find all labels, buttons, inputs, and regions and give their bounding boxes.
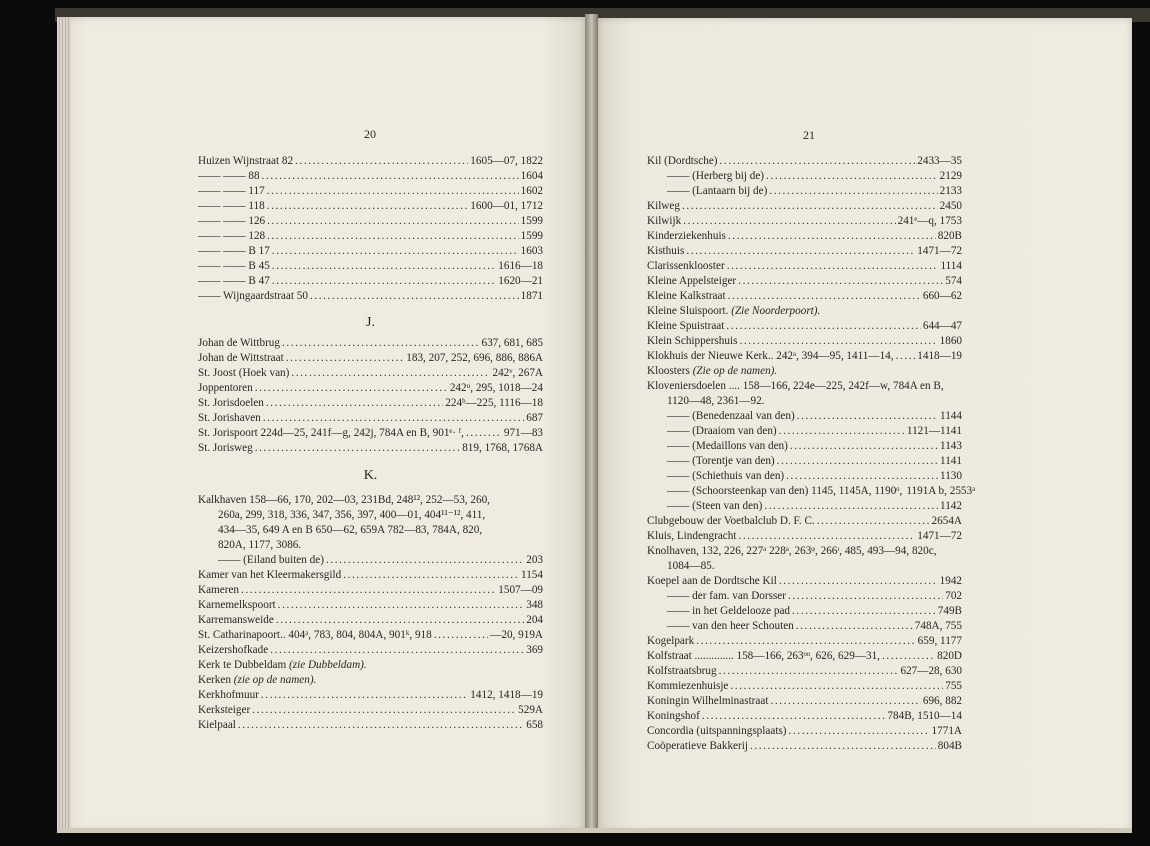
entry-label: St. Jorispoort 224d—25, 241f—g, 242j, 784A en B, 901ᵉ· ᶠ, (198, 427, 464, 439)
dot-leader (769, 184, 937, 199)
entry-label: —— (Eiland buiten de) (218, 554, 324, 566)
dot-leader (779, 574, 938, 589)
index-group-kil (647, 154, 962, 304)
dot-leader (272, 244, 519, 259)
entry-page-refs: 644—47 (922, 320, 962, 332)
entry-label: Kinderziekenhuis (647, 230, 726, 242)
entry-page-refs: 971—83 (503, 427, 543, 439)
entry-label: —— (Medaillons van den) (667, 440, 788, 452)
dot-leader (786, 469, 938, 484)
dot-leader (792, 604, 936, 619)
dot-leader (252, 703, 516, 718)
dot-leader (286, 351, 405, 366)
entry-line: Kalkhaven 158—66, 170, 202—03, 231Bd, 248¹², 252—53, 260, (198, 494, 490, 506)
index-group-k (198, 553, 543, 658)
dot-leader (238, 718, 524, 733)
dot-leader (788, 589, 943, 604)
dot-leader (262, 169, 519, 184)
entry-page-refs: 241ᵉ—q, 1753 (897, 215, 962, 227)
dot-leader (796, 619, 913, 634)
index-group-j (198, 336, 543, 456)
entry-page-refs: 529A (518, 704, 543, 716)
entry-page-refs: 1616—18 (498, 260, 543, 272)
dot-leader (702, 709, 886, 724)
index-entry (198, 184, 543, 199)
entry-page-refs: 2433—35 (917, 155, 962, 167)
index-entry (198, 553, 543, 568)
entry-page-refs: 1600—01, 1712 (470, 200, 543, 212)
dot-leader (434, 628, 488, 643)
entry-label: —— —— 128 (198, 230, 266, 242)
dot-leader (270, 643, 524, 658)
entry-label: Karnemelkspoort (198, 599, 276, 611)
index-group-kleine (647, 319, 962, 364)
index-entry (198, 381, 543, 396)
entry-page-refs: 804B (937, 740, 962, 752)
index-entry (198, 259, 543, 274)
index-entry (198, 154, 543, 169)
dot-leader (727, 259, 939, 274)
index-entry (198, 613, 543, 628)
entry-page-refs: 1602 (520, 185, 543, 197)
entry-page-refs: 1599 (520, 230, 543, 242)
entry-label: —— van den heer Schouten (667, 620, 794, 632)
index-entry (198, 274, 543, 289)
entry-label: Koningin Wilhelminastraat (647, 695, 769, 707)
index-entry (198, 229, 543, 244)
index-entry (647, 199, 962, 214)
index-entry (647, 439, 962, 454)
dot-leader (738, 274, 943, 289)
entry-label: Kisthuis (647, 245, 685, 257)
entry-label: Klein Schippershuis (647, 335, 738, 347)
dot-leader (278, 598, 525, 613)
entry-label: St. Jorisweg (198, 442, 253, 454)
entry-page-refs: 2129 (939, 170, 962, 182)
entry-label: —— der fam. van Dorsser (667, 590, 786, 602)
entry-page-refs: 627—28, 630 (900, 665, 962, 677)
entry-page-refs: 1114 (940, 260, 962, 272)
entry-page-refs: 2133 (939, 185, 962, 197)
entry-page-refs: 660—62 (922, 290, 962, 302)
index-entry (198, 214, 543, 229)
index-entry (647, 349, 962, 364)
entry-label: Clarissenklooster (647, 260, 725, 272)
entry-page-refs: 1507—09 (498, 584, 543, 596)
entry-line: 1084—85. (667, 560, 715, 572)
entry-label: Kerksteiger (198, 704, 251, 716)
index-group-k2 (198, 688, 543, 733)
entry-label: Kluis, Lindengracht (647, 530, 737, 542)
index-entry (647, 589, 962, 604)
entry-page-refs: 1121—1141 (906, 425, 962, 437)
entry-page-refs: 348 (526, 599, 543, 611)
dot-leader (272, 259, 496, 274)
entry-label: Huizen Wijnstraat 82 (198, 155, 294, 167)
entry-page-refs: 1418—19 (917, 350, 962, 362)
entry-page-refs: 1144 (940, 410, 962, 422)
dot-leader (276, 613, 524, 628)
entry-label: Kolfstraat .............. 158—166, 263ᵒᵒ, 626, 629—31, (647, 650, 880, 662)
index-entry (647, 244, 962, 259)
entry-label: Concordia (uitspanningsplaats) (647, 725, 787, 737)
index-group-kloveniers (647, 409, 976, 544)
index-entry (647, 514, 962, 529)
index-entry (647, 739, 962, 754)
entry-label: Kommiezenhuisje (647, 680, 729, 692)
dot-leader (817, 514, 930, 529)
entry-page-refs: 1603 (520, 245, 543, 257)
entry-label: —— Wijngaardstraat 50 (198, 290, 308, 302)
index-entry (647, 469, 962, 484)
entry-label: St. Jorisdoelen (198, 397, 264, 409)
entry-page-refs: 819, 1768, 1768A (462, 442, 543, 454)
dot-leader (295, 154, 468, 169)
entry-label: Kleine Appelsteiger (647, 275, 737, 287)
index-entry (647, 169, 962, 184)
entry-label: —— (Schiethuis van den) (667, 470, 785, 482)
entry-page-refs: 755 (945, 680, 962, 692)
entry-label: —— —— B 47 (198, 275, 270, 287)
entry-label: Johan de Wittbrug (198, 337, 280, 349)
dot-leader (255, 381, 448, 396)
index-entry (647, 724, 962, 739)
entry-label: —— in het Geldelooze pad (667, 605, 791, 617)
index-entry (647, 619, 962, 634)
index-entry-kerken: Kerken (zie op de namen). (198, 674, 317, 686)
dot-leader (789, 724, 930, 739)
entry-label: Kolfstraatsbrug (647, 665, 717, 677)
dot-leader (267, 229, 519, 244)
section-heading-j: J. (366, 315, 375, 330)
dot-leader (267, 199, 469, 214)
entry-label: —— (Torentje van den) (667, 455, 775, 467)
dot-leader (683, 214, 895, 229)
dot-leader (255, 441, 460, 456)
index-entry (198, 169, 543, 184)
index-entry (198, 583, 543, 598)
entry-label: —— —— B 17 (198, 245, 270, 257)
entry-line: 260a, 299, 318, 336, 347, 356, 397, 400—01, 404¹¹⁻¹², 411, (218, 509, 486, 521)
index-group-koepel (647, 574, 962, 754)
index-entry (198, 289, 543, 304)
entry-page-refs: —20, 919A (490, 629, 543, 641)
dot-leader (770, 694, 920, 709)
index-entry (198, 643, 543, 658)
index-entry-kloveniersdoelen (647, 379, 962, 409)
dot-leader (766, 169, 938, 184)
entry-line: Kloveniersdoelen .... 158—166, 224e—225, 242f—w, 784A en B, (647, 380, 944, 392)
entry-page-refs: 702 (945, 590, 962, 602)
entry-label: —— —— 88 (198, 170, 260, 182)
entry-page-refs: 224ᵇ—225, 1116—18 (445, 397, 543, 409)
index-entry (647, 424, 962, 439)
entry-page-refs: 637, 681, 685 (481, 337, 543, 349)
index-entry (647, 649, 962, 664)
dot-leader (750, 739, 936, 754)
entry-label: Kleine Spuistraat (647, 320, 725, 332)
index-entry (198, 628, 543, 643)
entry-page-refs: 574 (945, 275, 962, 287)
entry-label: Kil (Dordtsche) (647, 155, 718, 167)
entry-label: —— (Draaiom van den) (667, 425, 777, 437)
index-entry (198, 351, 543, 366)
entry-page-refs: 1771A (931, 725, 962, 737)
index-entry (647, 604, 962, 619)
index-entry-knolhaven (647, 544, 962, 574)
left-index-column (198, 154, 543, 733)
index-entry (198, 441, 543, 456)
entry-page-refs: 2654A (931, 515, 962, 527)
dot-leader (267, 184, 519, 199)
entry-page-refs: 696, 882 (922, 695, 962, 707)
entry-label: Kamer van het Kleermakersgild (198, 569, 342, 581)
entry-page-refs: 748A, 755 (914, 620, 962, 632)
entry-page-refs: 183, 207, 252, 696, 886, 886A (406, 352, 543, 364)
dot-leader (726, 319, 920, 334)
index-entry (198, 718, 543, 733)
entry-label: Kameren (198, 584, 239, 596)
entry-label: St. Jorishaven (198, 412, 261, 424)
entry-page-refs: 1871 (520, 290, 543, 302)
index-entry (647, 259, 962, 274)
dot-leader (272, 274, 496, 289)
index-group-huizen (198, 154, 543, 304)
right-index-column (647, 154, 976, 754)
entry-page-refs: 1130 (940, 470, 962, 482)
index-entry (647, 154, 962, 169)
entry-page-refs: 1860 (939, 335, 962, 347)
dot-leader (282, 336, 479, 351)
entry-page-refs: 1154 (521, 569, 543, 581)
entry-page-refs: 749B (937, 605, 962, 617)
index-entry (647, 529, 962, 544)
dot-leader (790, 439, 938, 454)
entry-label: St. Joost (Hoek van) (198, 367, 290, 379)
entry-label: —— (Benedenzaal van den) (667, 410, 795, 422)
index-entry (198, 411, 543, 426)
entry-label: Clubgebouw der Voetbalclub D. F. C. (647, 515, 815, 527)
dot-leader (326, 553, 524, 568)
dot-leader (261, 688, 468, 703)
index-entry (198, 598, 543, 613)
index-entry (647, 574, 962, 589)
index-entry-kloosters: Kloosters (Zie op de namen). (647, 365, 778, 377)
dot-leader (719, 664, 899, 679)
entry-page-refs: 1191A b, 2553ᵃ (906, 485, 976, 497)
page-bottom-edge (57, 828, 1132, 833)
entry-line: 820A, 1177, 3086. (218, 539, 302, 551)
entry-page-refs: 242ᵘ, 295, 1018—24 (449, 382, 543, 394)
dot-leader (696, 634, 915, 649)
index-entry (647, 664, 962, 679)
dot-leader (720, 154, 916, 169)
entry-label: Kielpaal (198, 719, 236, 731)
entry-label: Klokhuis der Nieuwe Kerk.. 242ᵃ, 394—95, 1411—14, (647, 350, 894, 362)
entry-label: Koningshof (647, 710, 700, 722)
index-entry (647, 634, 962, 649)
dot-leader (682, 199, 938, 214)
index-entry (647, 184, 962, 199)
entry-line: 434—35, 649 A en B 650—62, 659A 782—83, 784A, 820, (218, 524, 483, 536)
index-entry (647, 409, 962, 424)
index-entry (647, 709, 962, 724)
entry-label: Kilwijk (647, 215, 682, 227)
index-entry (198, 568, 543, 583)
dot-leader (738, 529, 915, 544)
index-entry (198, 703, 543, 718)
entry-page-refs: 687 (526, 412, 543, 424)
index-entry (198, 244, 543, 259)
dot-leader (291, 366, 490, 381)
entry-page-refs: 2450 (939, 200, 962, 212)
entry-page-refs: 204 (526, 614, 543, 626)
dot-leader (310, 289, 519, 304)
dot-leader (730, 679, 943, 694)
entry-page-refs: 820D (937, 650, 962, 662)
entry-page-refs: 784B, 1510—14 (887, 710, 962, 722)
entry-label: —— —— 126 (198, 215, 266, 227)
entry-label: St. Catharinapoort.. 404ᵃ, 783, 804, 804A, 901ᵏ, 918 (198, 629, 432, 641)
entry-page-refs: 1412, 1418—19 (470, 689, 543, 701)
index-entry (647, 499, 962, 514)
book-gutter (585, 14, 598, 832)
entry-page-refs: 203 (526, 554, 543, 566)
entry-page-refs: 1471—72 (917, 530, 962, 542)
entry-label: —— (Herberg bij de) (667, 170, 765, 182)
dot-leader (764, 499, 938, 514)
index-entry (647, 334, 962, 349)
dot-leader (241, 583, 496, 598)
index-entry (647, 214, 962, 229)
entry-label: Kilweg (647, 200, 680, 212)
entry-label: Karremansweide (198, 614, 274, 626)
entry-page-refs: 820B (937, 230, 962, 242)
entry-label: Joppentoren (198, 382, 253, 394)
dot-leader (882, 649, 935, 664)
index-entry (647, 289, 962, 304)
entry-label: Keizershofkade (198, 644, 269, 656)
page-number-left: 20 (364, 127, 376, 141)
entry-page-refs: 1141 (940, 455, 962, 467)
entry-label: —— (Schoorsteenkap van den) 1145, 1145A, 1190ᵒ, (667, 485, 903, 497)
entry-page-refs: 369 (526, 644, 543, 656)
entry-label: Kleine Kalkstraat (647, 290, 726, 302)
entry-page-refs: 1942 (939, 575, 962, 587)
dot-leader (728, 289, 921, 304)
dot-leader (266, 396, 443, 411)
dot-leader (267, 214, 519, 229)
index-entry (198, 366, 543, 381)
entry-page-refs: 242ᵛ, 267A (492, 367, 543, 379)
index-entry (198, 199, 543, 214)
entry-label: —— —— B 45 (198, 260, 270, 272)
entry-label: Koepel aan de Dordtsche Kil (647, 575, 777, 587)
entry-page-refs: 1604 (520, 170, 543, 182)
entry-line: 1120—48, 2361—92. (667, 395, 765, 407)
index-entry (647, 454, 962, 469)
index-entry (647, 484, 976, 499)
entry-label: —— (Lantaarn bij de) (667, 185, 768, 197)
entry-label: —— (Steen van den) (667, 500, 763, 512)
index-entry (647, 679, 962, 694)
entry-page-refs: 659, 1177 (917, 635, 962, 647)
dot-leader (779, 424, 905, 439)
dot-leader (739, 334, 937, 349)
dot-leader (896, 349, 916, 364)
entry-line: Knolhaven, 132, 226, 227ᵃ 228ᵃ, 263ᵠ, 266ᶦ, 485, 493—94, 820c, (647, 545, 937, 557)
entry-page-refs: 1605—07, 1822 (470, 155, 543, 167)
index-entry-kalkhaven (198, 493, 543, 553)
dot-leader (777, 454, 938, 469)
section-heading-k: K. (363, 468, 378, 483)
dot-leader (466, 426, 502, 441)
dot-leader (728, 229, 936, 244)
entry-page-refs: 658 (526, 719, 543, 731)
index-entry (198, 396, 543, 411)
entry-page-refs: 1143 (940, 440, 962, 452)
dot-leader (343, 568, 519, 583)
page-edges (57, 17, 71, 831)
index-entry-kleine-sluispoort: Kleine Sluispoort. (Zie Noorderpoort). (647, 305, 821, 317)
index-entry (647, 319, 962, 334)
entry-label: Kerkhofmuur (198, 689, 259, 701)
index-entry (647, 274, 962, 289)
index-entry (198, 688, 543, 703)
entry-page-refs: 1620—21 (498, 275, 543, 287)
index-entry (647, 694, 962, 709)
entry-page-refs: 1599 (520, 215, 543, 227)
index-entry (198, 336, 543, 351)
index-entry (198, 426, 543, 441)
dot-leader (686, 244, 915, 259)
page-number-right: 21 (803, 128, 815, 142)
entry-page-refs: 1142 (940, 500, 962, 512)
dot-leader (797, 409, 938, 424)
index-entry-kerk-dubbeldam: Kerk te Dubbeldam (zie Dubbeldam). (198, 659, 367, 671)
dot-leader (263, 411, 524, 426)
entry-label: Coöperatieve Bakkerij (647, 740, 748, 752)
entry-page-refs: 1471—72 (917, 245, 962, 257)
entry-label: Kogelpark (647, 635, 695, 647)
entry-label: —— —— 118 (198, 200, 265, 212)
index-entry (647, 229, 962, 244)
entry-label: Johan de Wittstraat (198, 352, 284, 364)
entry-label: —— —— 117 (198, 185, 265, 197)
